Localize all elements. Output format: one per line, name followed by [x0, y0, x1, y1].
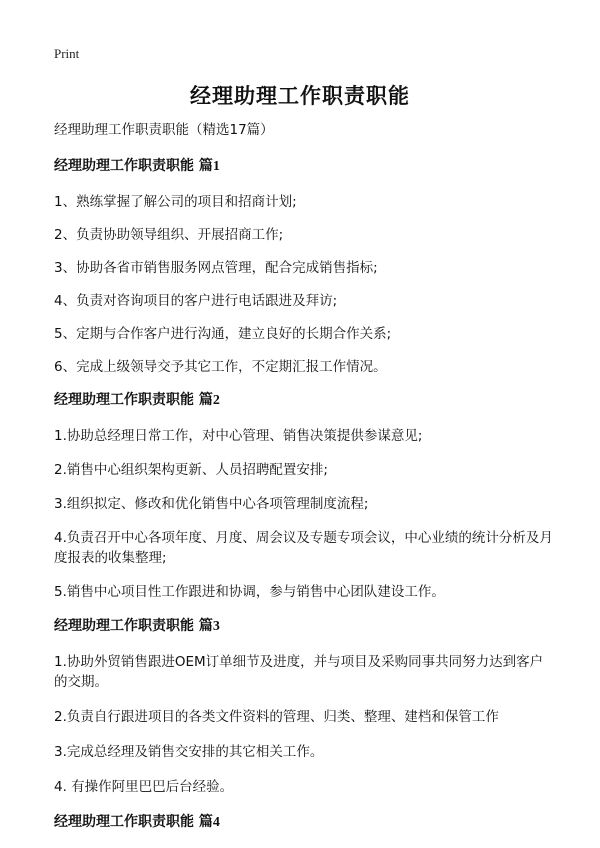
section-heading: 经理助理工作职责职能 篇3: [54, 618, 220, 634]
section-2: [54, 390, 554, 602]
list-item: 5、定期与合作客户进行沟通，建立良好的长期合作关系;: [54, 326, 392, 342]
list-item: 2.销售中心组织架构更新、人员招聘配置安排;: [54, 462, 328, 478]
list-item: 1.协助总经理日常工作，对中心管理、销售决策提供参谋意见;: [54, 428, 423, 444]
list-item: 1、熟练掌握了解公司的项目和招商计划;: [54, 194, 297, 210]
section-4: [54, 812, 554, 833]
list-item: 3.完成总经理及销售交安排的其它相关工作。: [54, 744, 324, 760]
list-item: 6、完成上级领导交予其它工作，不定期汇报工作情况。: [54, 359, 387, 375]
section-1: [54, 156, 554, 377]
list-item: 4、负责对咨询项目的客户进行电话跟进及拜访;: [54, 293, 338, 309]
list-item: 4.负责召开中心各项年度、月度、周会议及专题专项会议，中心业绩的统计分析及月度报表的收集整理;: [54, 530, 553, 566]
document-subtitle: 经理助理工作职责职能（精选17篇）: [54, 122, 274, 138]
list-item: 3.组织拟定、修改和优化销售中心各项管理制度流程;: [54, 496, 369, 512]
document-body: [54, 120, 554, 848]
list-item: 2、负责协助领导组织、开展招商工作;: [54, 227, 284, 243]
list-item: 3、协助各省市销售服务网点管理，配合完成销售指标;: [54, 260, 378, 276]
list-item: 5.销售中心项目性工作跟进和协调，参与销售中心团队建设工作。: [54, 584, 445, 600]
section-heading: 经理助理工作职责职能 篇2: [54, 392, 220, 408]
list-item: 2.负责自行跟进项目的各类文件资料的管理、归类、整理、建档和保管工作: [54, 709, 499, 725]
section-3: [54, 616, 554, 797]
section-heading: 经理助理工作职责职能 篇4: [54, 814, 220, 830]
print-link[interactable]: Print: [54, 46, 80, 61]
document-title: 经理助理工作职责职能: [190, 84, 410, 108]
list-item: 4. 有操作阿里巴巴后台经验。: [54, 779, 234, 795]
section-heading: 经理助理工作职责职能 篇1: [54, 158, 220, 174]
list-item: 1.协助外贸销售跟进OEM订单细节及进度，并与项目及采购同事共同努力达到客户的交期。: [54, 654, 544, 690]
